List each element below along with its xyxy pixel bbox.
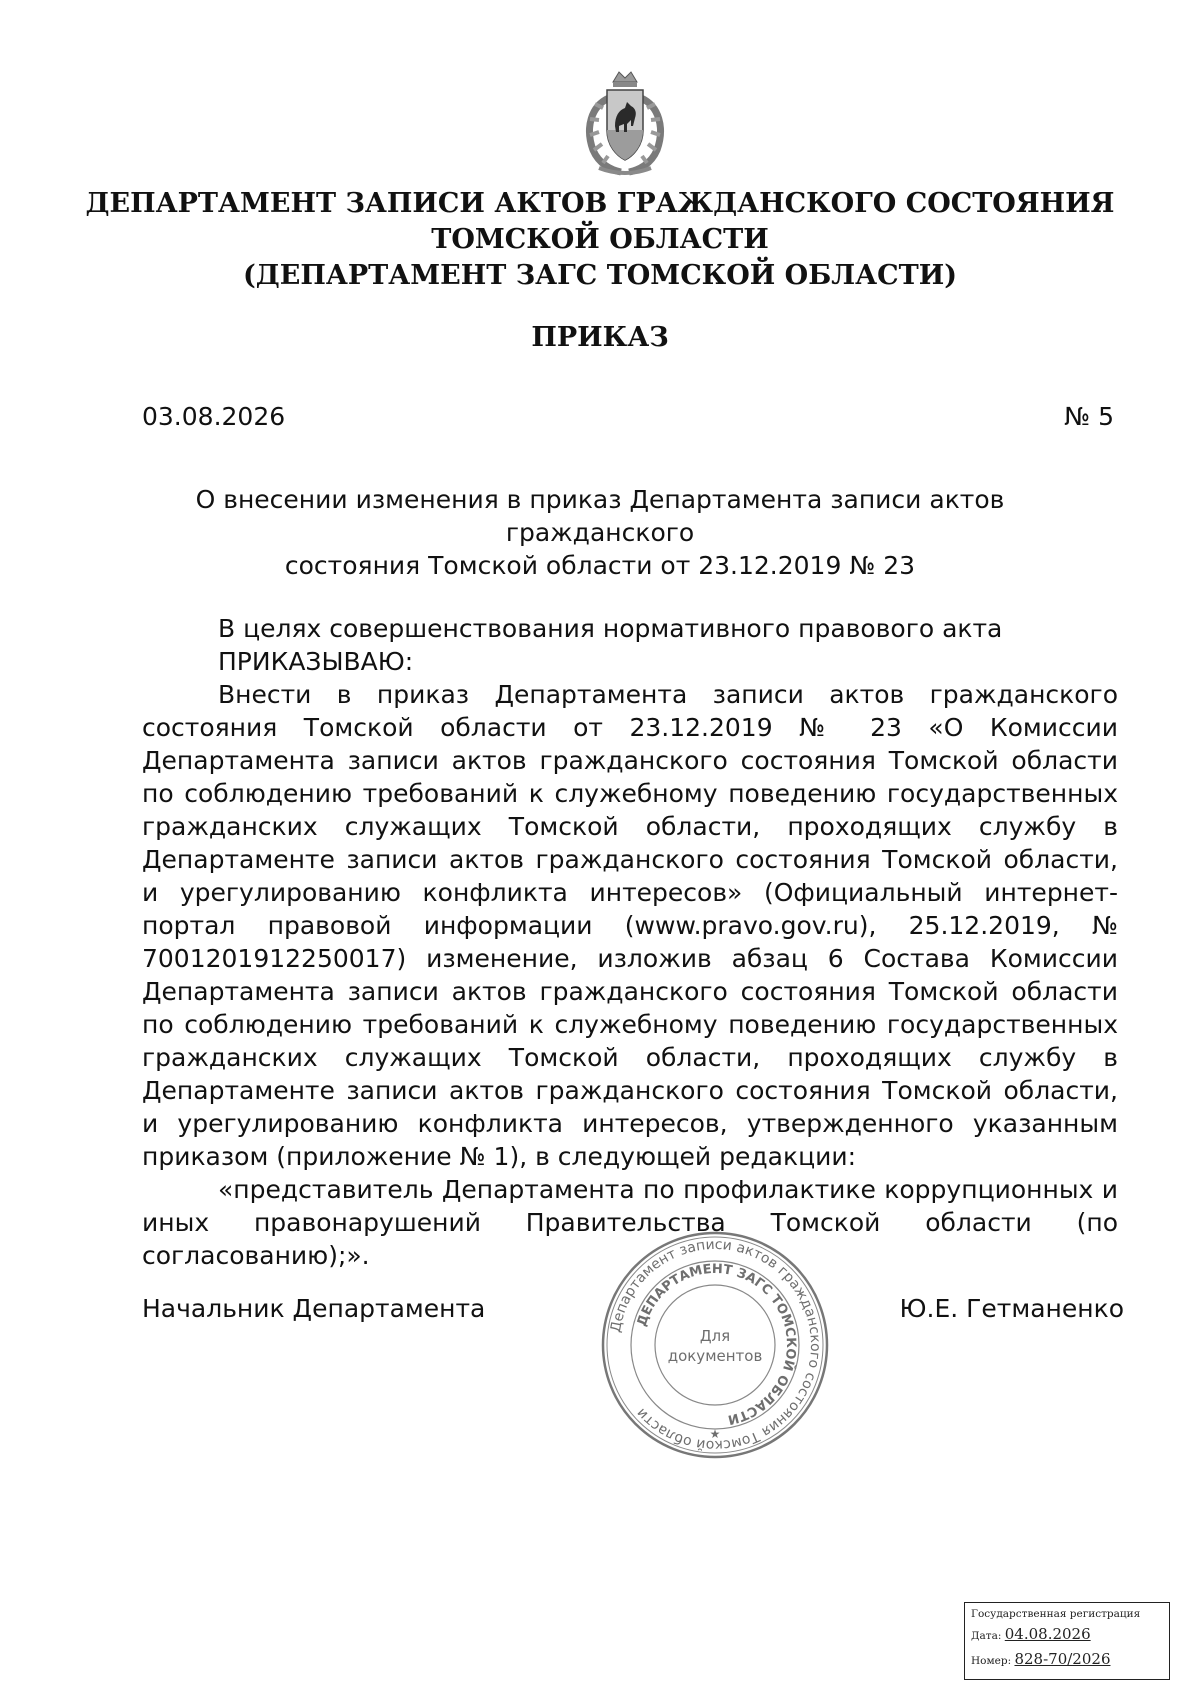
order-number: № 5	[1064, 402, 1114, 431]
header-line-2: ТОМСКОЙ ОБЛАСТИ	[431, 224, 769, 255]
stamp-star-icon: ★	[709, 1427, 721, 1441]
quoted-paragraph: «представитель Департамента по профилактике коррупционных и иных правонарушений Правительства Томской области (по согласованию);».	[142, 1175, 1118, 1270]
registration-date-label: Дата:	[971, 1630, 1002, 1642]
registration-number-label: Номер:	[971, 1655, 1012, 1667]
subject-line-2: состояния Томской области от 23.12.2019 № 23	[284, 551, 916, 580]
stamp-inner-text: ДЕПАРТАМЕНТ ЗАГС ТОМСКОЙ ОБЛАСТИ	[634, 1261, 799, 1427]
registration-date-row	[971, 1621, 1163, 1649]
order-date: 03.08.2026	[142, 402, 286, 431]
department-header	[0, 186, 1200, 294]
registration-box	[964, 1602, 1170, 1680]
stamp-center-line-2: документов	[667, 1347, 763, 1365]
signatory-name: Ю.Е. Гетманенко	[899, 1294, 1124, 1323]
stamp-center-line-1: Для	[699, 1327, 731, 1345]
document-type-title: ПРИКАЗ	[531, 322, 669, 353]
order-subject	[150, 483, 1050, 582]
signatory-title: Начальник Департамента	[142, 1294, 486, 1323]
registration-date-value: 04.08.2026	[1004, 1625, 1091, 1643]
stamp-outer-text: Департамент записи актов гражданского состояния Томской области	[607, 1236, 824, 1454]
registration-heading: Государственная регистрация	[971, 1608, 1141, 1620]
order-word: ПРИКАЗЫВАЮ:	[218, 647, 414, 676]
header-line-3: (ДЕПАРТАМЕНТ ЗАГС ТОМСКОЙ ОБЛАСТИ)	[243, 260, 957, 291]
coat-of-arms-emblem	[569, 68, 681, 176]
subject-line-1: О внесении изменения в приказ Департамента записи актов гражданского	[195, 485, 1005, 547]
intro-paragraph: В целях совершенствования нормативного правового акта	[218, 614, 1003, 643]
order-body	[142, 612, 1118, 1272]
header-line-1: ДЕПАРТАМЕНТ ЗАПИСИ АКТОВ ГРАЖДАНСКОГО СОСТОЯНИЯ	[85, 188, 1115, 219]
registration-number-value: 828-70/2026	[1014, 1650, 1111, 1668]
official-seal-stamp	[598, 1228, 832, 1462]
main-paragraph: Внести в приказ Департамента записи актов гражданского состояния Томской области от 23.12.2019 № 23 «О Комиссии Департамента записи актов гражданского состояния Томской области по соблюдению требований к служебному поведению государственных гражданских служащих Томской области, проходящих службу в Департаменте записи актов гражданского состояния Томской области, и урегулированию конфликта интересов» (Официальный интернет-портал правовой информации (www.pravo.gov.ru), 25.12.2019, № 7001201912250017) изменение, изложив абзац 6 Состава Комиссии Департамента записи актов гражданского состояния Томской области по соблюдению требований к служебному поведению государственных гражданских служащих Томской области, проходящих службу в Департаменте записи актов гражданского состояния Томской области, и урегулированию конфликта интересов, утвержденного указанным приказом (приложение № 1), в следующей редакции:	[142, 680, 1118, 1171]
registration-number-row	[971, 1649, 1163, 1671]
